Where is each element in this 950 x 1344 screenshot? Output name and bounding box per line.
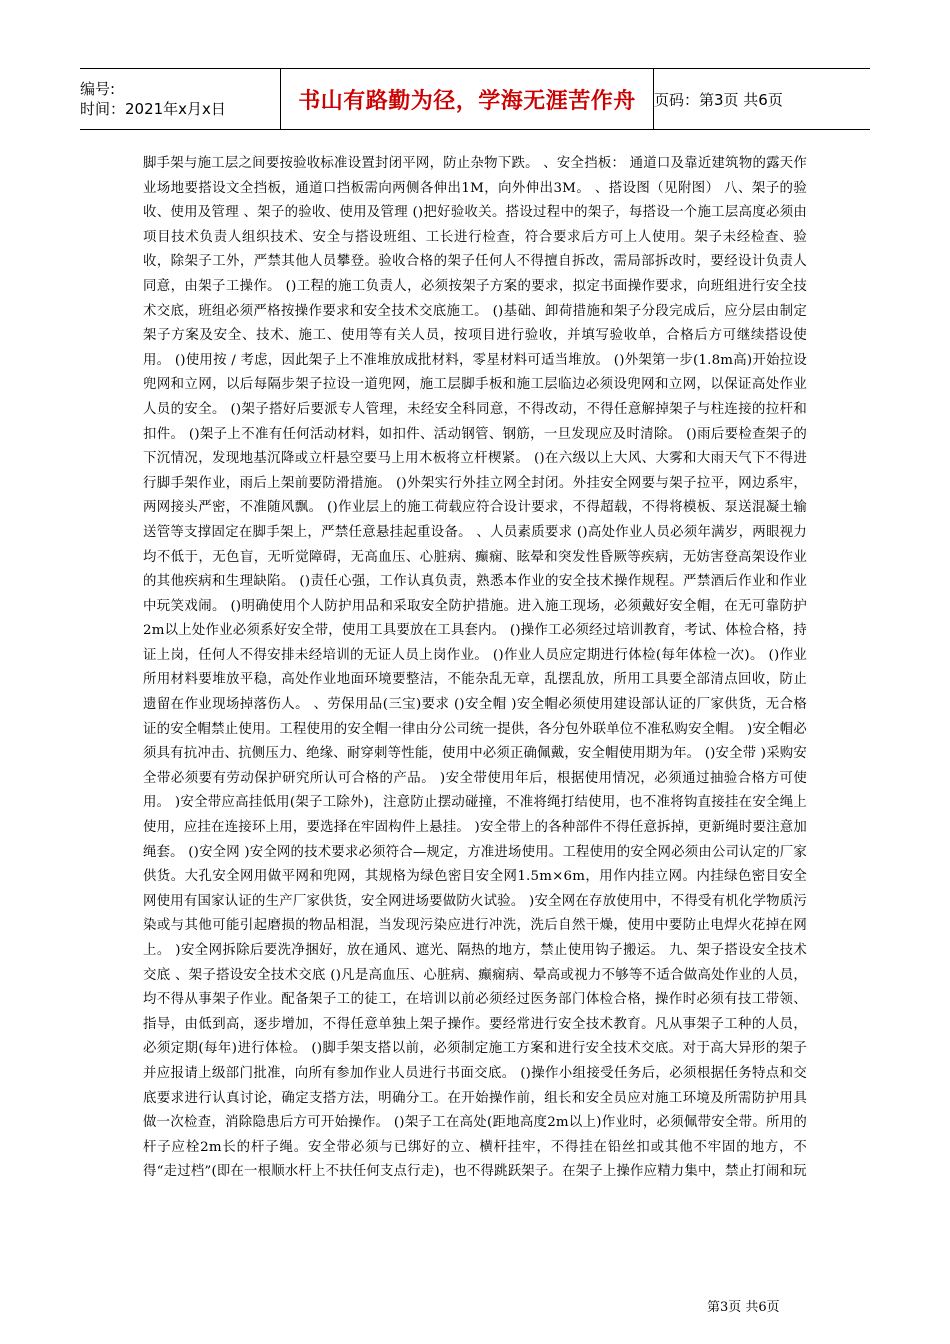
header-page-label: 页码：第3页 共6页 [654, 69, 871, 130]
header-meta [80, 69, 281, 130]
motto-text: 书山有路勤为径，学海无涯苦作舟 [298, 88, 636, 114]
document-body: 脚手架与施工层之间要按验收标准设置封闭平网，防止杂物下跌。 、安全挡板： 通道口及靠近建筑物的露天作业场地要搭设文全挡板，通道口挡板需向两侧各伸出1M，向外伸出3M。 、搭设图（见附图） 八、架子的验收、使用及管理 、架子的验收、使用及管理 ()把好验收关。搭设过程中的架子，每搭设一个施工层高度必须由项目技术负责人组织技术、安全与搭设班组、工长进行检查，符合要求后方可上人使用。架子未经检查、验收，除架子工外，严禁其他人员攀登。验收合格的架子任何人不得擅自拆改，需局部拆改时，要经设计负责人同意，由架子工操作。 ()工程的施工负责人，必须按架子方案的要求，拟定书面操作要求，向班组进行安全技术交底，班组必须严格按操作要求和安全技术交底施工。 ()基础、卸荷措施和架子分段完成后，应分层由制定架子方案及安全、技术、施工、使用等有关人员，按项目进行验收，并填写验收单，合格后方可继续搭设使用。 ()使用按 / 考虑，因此架子上不准堆放成批材料，零星材料可适当堆放。 ()外架第一步(1.8m高)开始拉设兜网和立网，以后每隔步架子拉设一道兜网，施工层脚手板和施工层临边必须设兜网和立网，以保证高处作业人员的安全。 ()架子搭好后要派专人管理，未经安全科同意，不得改动，不得任意解掉架子与柱连接的拉杆和扣件。 ()架子上不准有任何活动材料，如扣件、活动钢管、钢筋，一旦发现应及时清除。 ()雨后要检查架子的下沉情况，发现地基沉降或立杆悬空要马上用木板将立杆楔紧。 ()在六级以上大风、大雾和大雨天气下不得进行脚手架作业，雨后上架前要防滑措施。 ()外架实行外挂立网全封闭。外挂安全网要与架子拉平，网边系牢，两网接头严密，不准随风飘。 ()作业层上的施工荷载应符合设计要求，不得超载，不得将模板、泵送混凝土输送管等支撑固定在脚手架上，严禁任意悬挂起重设备。 、人员素质要求 ()高处作业人员必须年满岁，两眼视力均不低于，无色盲，无听觉障碍，无高血压、心脏病、癫痫、眩晕和突发性昏厥等疾病，无妨害登高架设作业的其他疾病和生理缺陷。 ()责任心强，工作认真负责，熟悉本作业的安全技术操作规程。严禁酒后作业和作业中玩笑戏闹。 ()明确使用个人防护用品和采取安全防护措施。进入施工现场，必须戴好安全帽，在无可靠防护2m以上处作业必须系好安全带，使用工具要放在工具套内。 ()操作工必须经过培训教育，考试、体检合格，持证上岗，任何人不得安排未经培训的无证人员上岗作业。 ()作业人员应定期进行体检(每年体检一次)。 ()作业所用材料要堆放平稳，高处作业地面环境要整洁，不能杂乱无章，乱摆乱放，所用工具要全部清点回收，防止遗留在作业现场掉落伤人。 、劳保用品(三宝)要求 ()安全帽 )安全帽必须使用建设部认证的厂家供货，无合格证的安全帽禁止使用。工程使用的安全帽一律由分公司统一提供，各分包外联单位不准私购安全帽。 )安全帽必须具有抗冲击、抗侧压力、绝缘、耐穿刺等性能，使用中必须正确佩戴，安全帽使用期为年。 ()安全带 )采购安全带必须要有劳动保护研究所认可合格的产品。 )安全带使用年后，根据使用情况，必须通过抽验合格方可使用。 )安全带应高挂低用(架子工除外)，注意防止摆动碰撞，不准将绳打结使用，也不准将钩直接挂在安全绳上使用，应挂在连接环上用，要选择在牢固构件上悬挂。 )安全带上的各种部件不得任意拆掉，更新绳时要注意加绳套。 ()安全网 )安全网的技术要求必须符合—规定，方准进场使用。工程使用的安全网必须由公司认定的厂家供货。大孔安全网用做平网和兜网，其规格为绿色密目安全网1.5m×6m，用作内挂立网。内挂绿色密目安全网使用有国家认证的生产厂家供货，安全网进场要做防火试验。 )安全网在存放使用中，不得受有机化学物质污染或与其他可能引起磨损的物品相混，当发现污染应进行冲洗，洗后自然干燥，使用中要防止电焊火花掉在网上。 )安全网拆除后要洗净捆好，放在通风、遮光、隔热的地方，禁止使用钩子搬运。 九、架子搭设安全技术交底 、架子搭设安全技术交底 ()凡是高血压、心脏病、癫痫病、晕高或视力不够等不适合做高处作业的人员，均不得从事架子作业。配备架子工的徒工，在培训以前必须经过医务部门体检合格，操作时必须有技工带领、指导，由低到高，逐步增加，不得任意单独上架子操作。要经常进行安全技术教育。凡从事架子工种的人员，必须定期(每年)进行体检。 ()脚手架支搭以前，必须制定施工方案和进行安全技术交底。对于高大异形的架子并应报请上级部门批准，向所有参加作业人员进行书面交底。 ()操作小组接受任务后，必须根据任务特点和交底要求进行认真讨论，确定支搭方法，明确分工。在开始操作前，组长和安全员应对施工环境及所需防护用具做一次检查，消除隐患后方可开始操作。 ()架子工在高处(距地高度2m以上)作业时，必须佩带安全带。所用的杆子应栓2m长的杆子绳。安全带必须与已绑好的立、横杆挂牢，不得挂在铅丝扣或其他不牢固的地方，不得“走过档”(即在一根顺水杆上不扶任何支点行走)，也不得跳跃架子。在架子上操作应精力集中，禁止打闹和玩 [143, 156, 807, 1180]
date-label: 时间：2021年x月x日 [80, 100, 226, 118]
page-header [80, 68, 870, 130]
header-motto-cell [281, 69, 654, 130]
number-label: 编号: [80, 80, 116, 98]
page-footer: 第3页 共6页 [707, 1300, 780, 1315]
